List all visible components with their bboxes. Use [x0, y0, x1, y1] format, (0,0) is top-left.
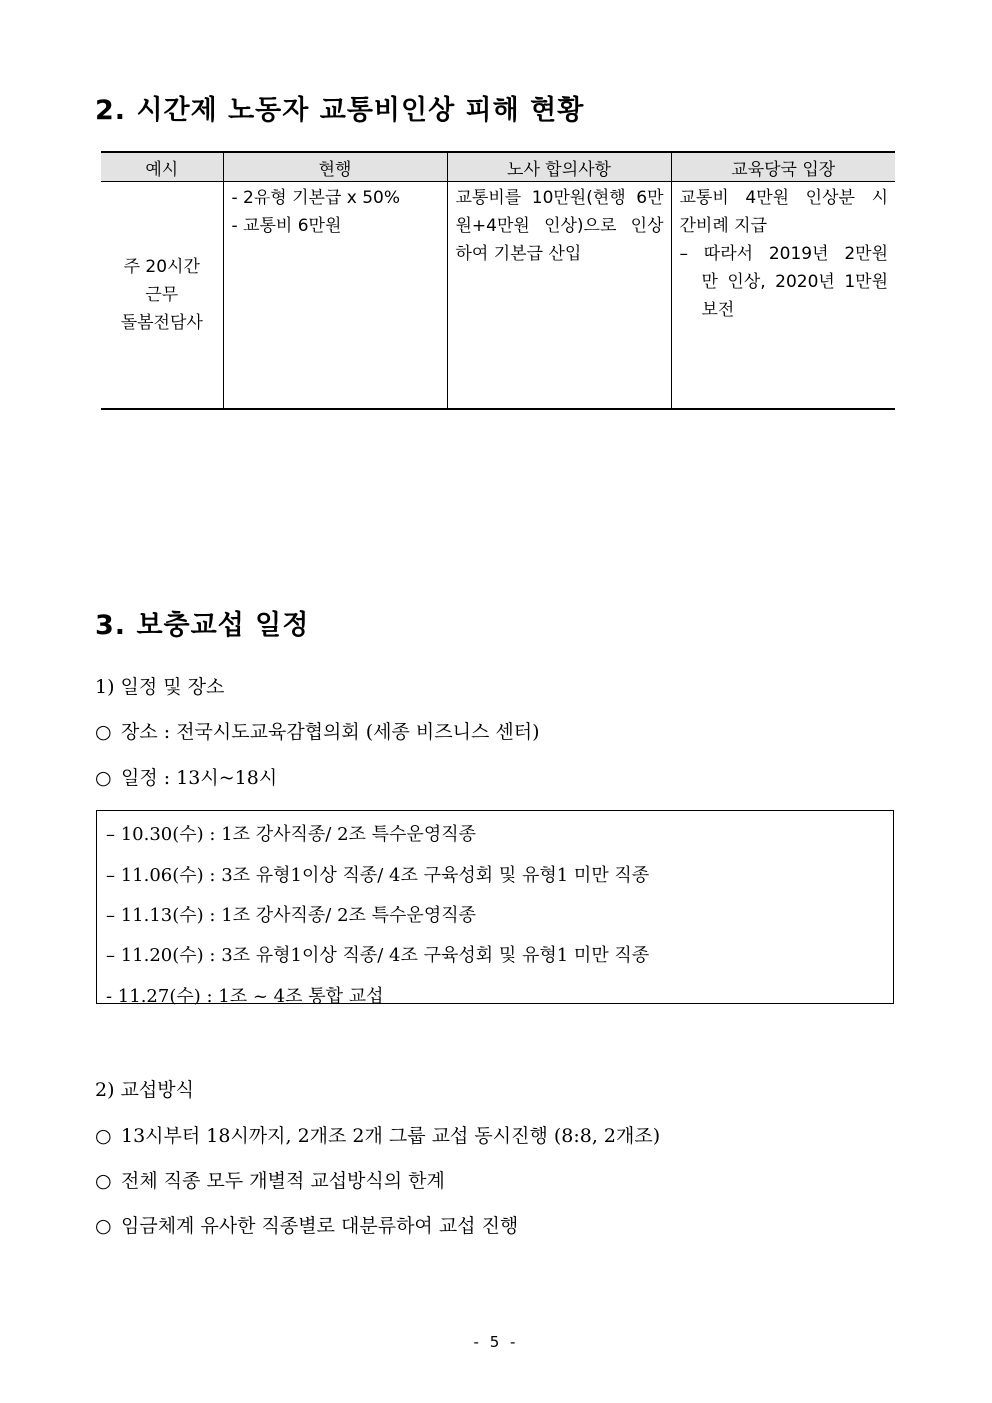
- page-number: - 5 -: [473, 1333, 519, 1351]
- method-text: 임금체계 유사한 직종별로 대분류하여 교섭 진행: [121, 1215, 519, 1237]
- agreement-line: 하여 기본급 산입: [455, 244, 582, 264]
- time-text: 일정 : 13시~18시: [121, 767, 278, 789]
- schedule-item: – 11.06(수) : 3조 유형1이상 직종/ 4조 구육성회 및 유형1 미만 직종: [106, 865, 650, 886]
- list-item: [95, 1166, 445, 1193]
- current-cell: [223, 182, 447, 410]
- section3-heading: 3. 보충교섭 일정: [95, 610, 310, 641]
- transport-cost-table: [101, 151, 895, 410]
- authority-line: 간비례 지급: [679, 216, 768, 236]
- example-line: 주 20시간: [123, 257, 200, 277]
- authority-bullet-line: 보전: [701, 300, 735, 320]
- list-item: [95, 1121, 660, 1148]
- subsection-title-schedule: 1) 일정 및 장소: [95, 676, 225, 698]
- schedule-item: – 10.30(수) : 1조 강사직종/ 2조 특수운영직종: [106, 824, 476, 845]
- authority-cell: [671, 182, 895, 410]
- circle-bullet-icon: ○: [95, 1170, 112, 1192]
- schedule-box: [96, 810, 894, 1007]
- circle-bullet-icon: ○: [95, 767, 112, 789]
- example-line: 근무: [145, 285, 179, 305]
- agreement-line: 교통비를 10만원(현행 6만: [455, 188, 664, 208]
- col-header-agreement: 노사 합의사항: [447, 152, 671, 182]
- current-line: - 교통비 6만원: [231, 216, 342, 236]
- list-item: [95, 717, 540, 744]
- method-text: 13시부터 18시까지, 2개조 2개 그룹 교섭 동시진행 (8:8, 2개조): [121, 1125, 661, 1147]
- example-line: 돌봄전담사: [120, 313, 203, 333]
- current-line: - 2유형 기본급 x 50%: [231, 188, 401, 208]
- schedule-item: – 11.13(수) : 1조 강사직종/ 2조 특수운영직종: [106, 905, 476, 926]
- col-header-current: 현행: [223, 152, 447, 182]
- table-row: [101, 182, 895, 410]
- agreement-line: 원+4만원 인상)으로 인상: [455, 216, 664, 236]
- table-header-row: [101, 152, 895, 182]
- section2-heading: 2. 시간제 노동자 교통비인상 피해 현황: [95, 95, 585, 126]
- subsection-title-method: 2) 교섭방식: [95, 1079, 194, 1101]
- col-header-authority: 교육당국 입장: [671, 152, 895, 182]
- circle-bullet-icon: ○: [95, 1125, 112, 1147]
- method-text: 전체 직종 모두 개별적 교섭방식의 한계: [121, 1170, 445, 1192]
- list-item: [95, 763, 277, 790]
- authority-bullet-line: 만 인상, 2020년 1만원: [701, 272, 888, 292]
- schedule-item: - 11.27(수) : 1조 ~ 4조 통합 교섭: [106, 986, 384, 1007]
- circle-bullet-icon: ○: [95, 721, 112, 743]
- agreement-cell: [447, 182, 671, 410]
- example-cell: [101, 182, 223, 410]
- location-text: 장소 : 전국시도교육감협의회 (세종 비즈니스 센터): [121, 721, 540, 743]
- authority-bullet-line: – 따라서 2019년 2만원: [679, 244, 888, 264]
- list-item: [95, 1211, 518, 1238]
- schedule-item: – 11.20(수) : 3조 유형1이상 직종/ 4조 구육성회 및 유형1 미만 직종: [106, 945, 650, 966]
- authority-line: 교통비 4만원 인상분 시: [679, 188, 888, 208]
- circle-bullet-icon: ○: [95, 1215, 112, 1237]
- col-header-example: 예시: [101, 152, 223, 182]
